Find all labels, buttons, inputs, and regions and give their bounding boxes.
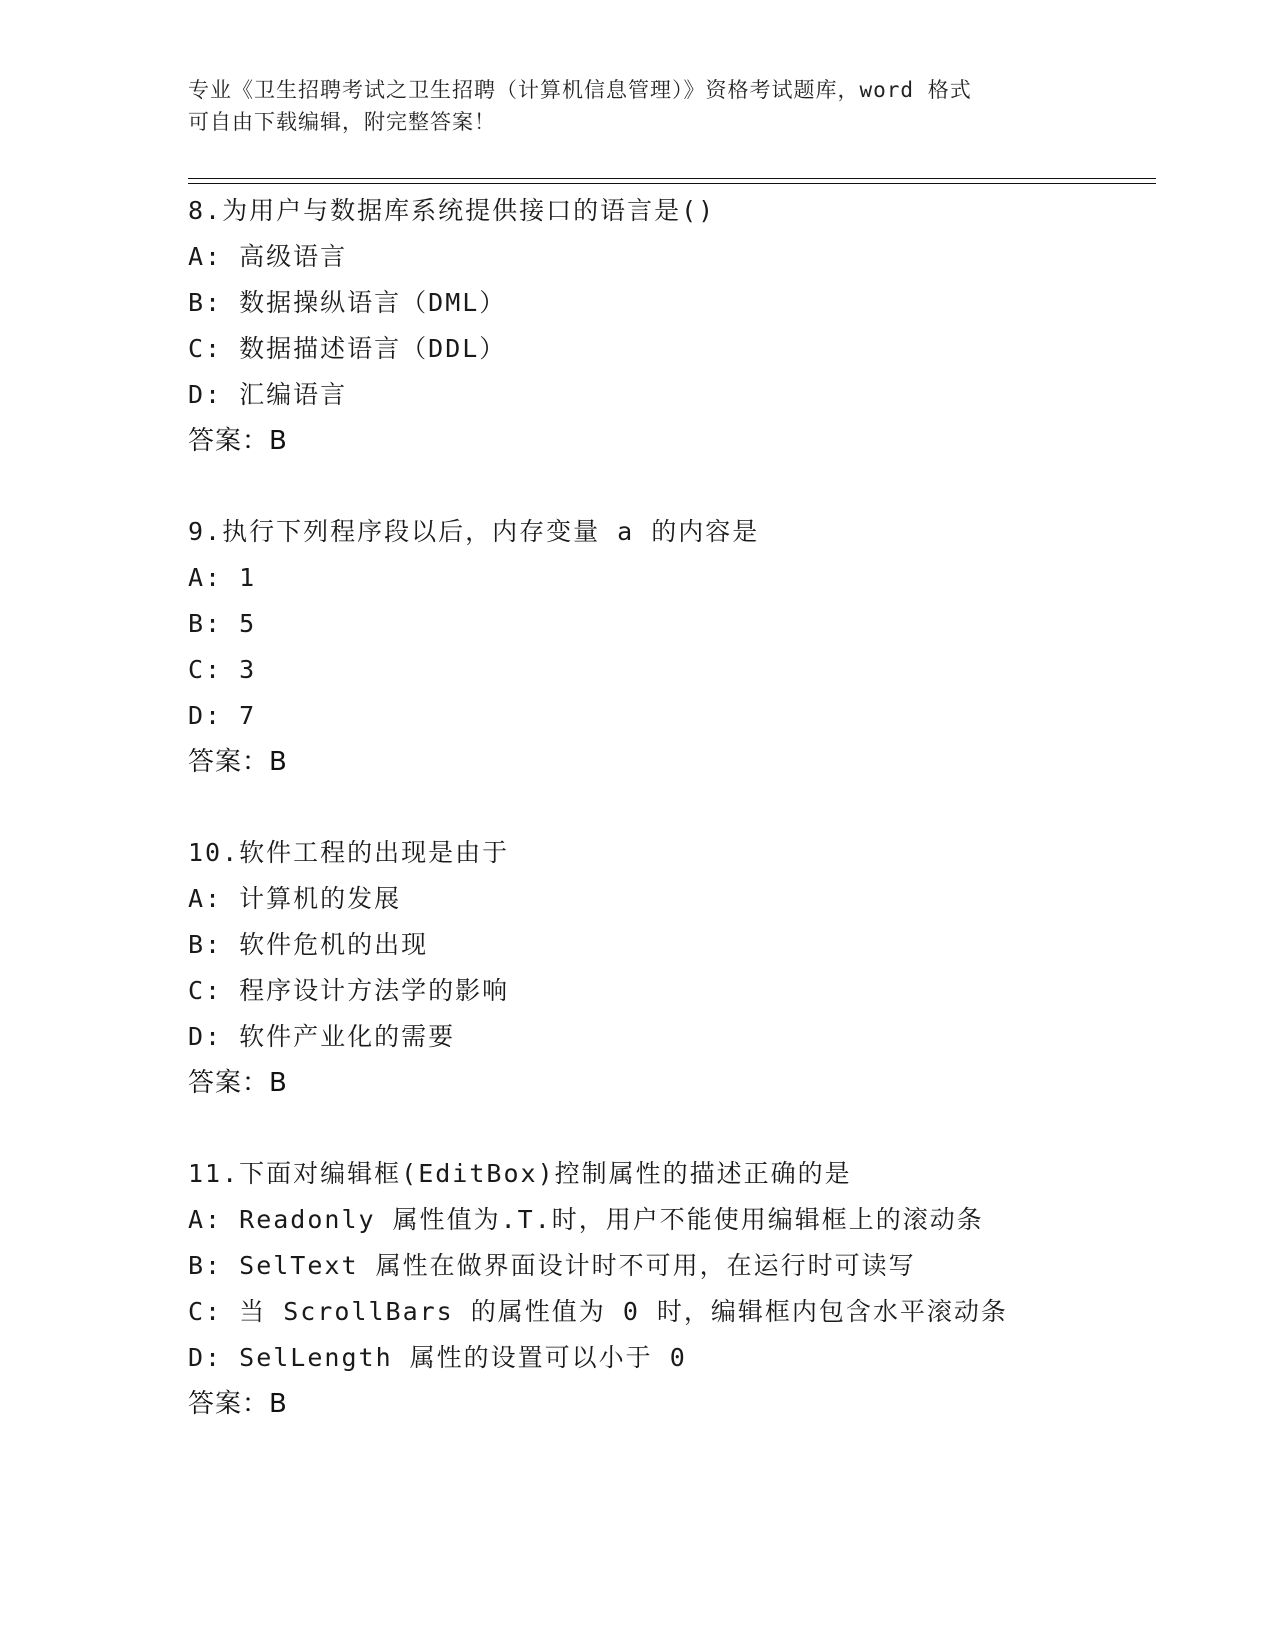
option-c: C: 数据描述语言（DDL） (188, 334, 507, 363)
option-b: B: SelText 属性在做界面设计时不可用，在运行时可读写 (188, 1251, 916, 1280)
header-divider-bottom (188, 183, 1156, 184)
question-11 (188, 1151, 1168, 1427)
question-list (188, 188, 1168, 1472)
option-b: B: 5 (188, 609, 257, 638)
option-d: D: SelLength 属性的设置可以小于 0 (188, 1343, 687, 1372)
question-stem: 10.软件工程的出现是由于 (188, 838, 510, 867)
option-d: D: 软件产业化的需要 (188, 1022, 456, 1051)
option-c: C: 当 ScrollBars 的属性值为 0 时，编辑框内包含水平滚动条 (188, 1297, 1008, 1326)
option-b: B: 软件危机的出现 (188, 930, 429, 959)
option-d: D: 7 (188, 701, 257, 730)
answer-line: 答案：B (188, 747, 288, 777)
header-divider-top (188, 178, 1156, 179)
option-a: A: 1 (188, 563, 257, 592)
option-a: A: 计算机的发展 (188, 884, 402, 913)
option-c: C: 3 (188, 655, 257, 684)
question-10 (188, 830, 1168, 1106)
question-stem: 11.下面对编辑框(EditBox)控制属性的描述正确的是 (188, 1159, 852, 1188)
answer-line: 答案：B (188, 1068, 288, 1098)
question-stem: 8.为用户与数据库系统提供接口的语言是() (188, 196, 716, 225)
option-a: A: Readonly 属性值为.T.时，用户不能使用编辑框上的滚动条 (188, 1205, 984, 1234)
question-9 (188, 509, 1168, 785)
document-header (188, 74, 1088, 138)
option-c: C: 程序设计方法学的影响 (188, 976, 510, 1005)
option-d: D: 汇编语言 (188, 380, 348, 409)
question-8 (188, 188, 1168, 464)
option-a: A: 高级语言 (188, 242, 348, 271)
header-line-1: 专业《卫生招聘考试之卫生招聘（计算机信息管理）》资格考试题库，word 格式 (188, 78, 972, 102)
answer-line: 答案：B (188, 1389, 288, 1419)
question-stem: 9.执行下列程序段以后，内存变量 a 的内容是 (188, 517, 760, 546)
answer-line: 答案：B (188, 426, 288, 456)
header-line-2: 可自由下载编辑，附完整答案！ (188, 110, 496, 134)
option-b: B: 数据操纵语言（DML） (188, 288, 507, 317)
